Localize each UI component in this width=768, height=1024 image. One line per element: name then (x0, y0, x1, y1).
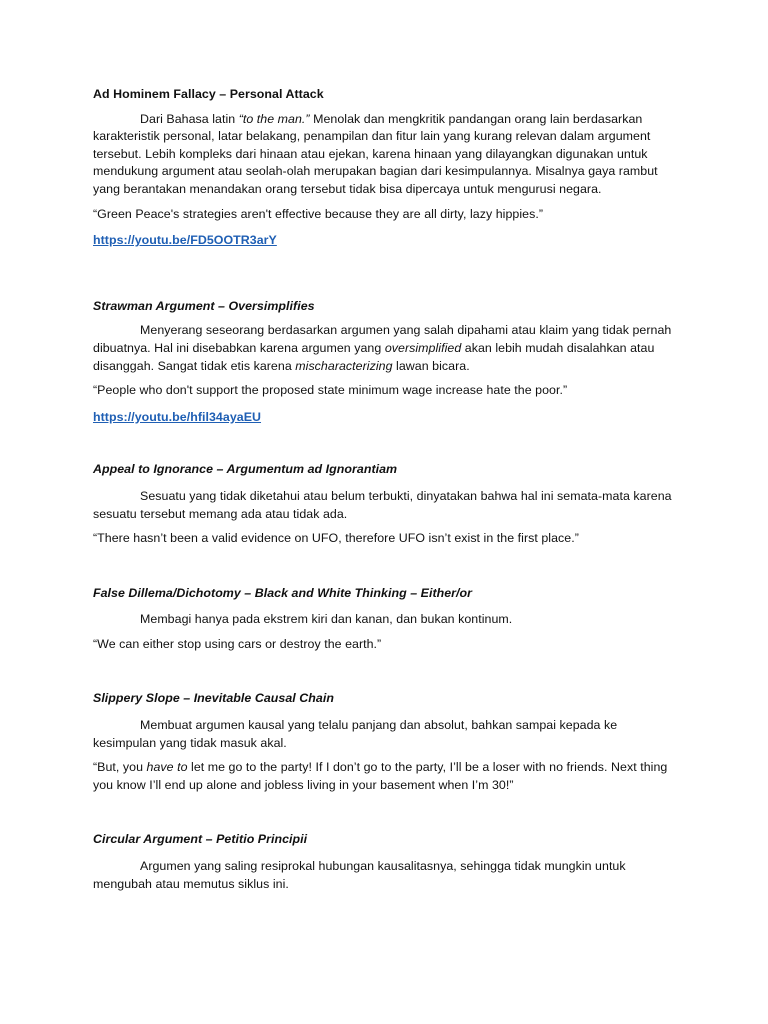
strawman-body-mischaracterizing: mischaracterizing (295, 358, 393, 373)
slippery-quote-prefix: “But, you (93, 760, 147, 775)
adhominem-quote: “Green Peace's strategies aren't effective because they are all dirty, lazy hippies.” (93, 206, 543, 221)
dilemma-quote: “We can either stop using cars or destroy the earth.” (93, 636, 382, 651)
strawman-body-prefix: Menyerang seseorang berdasarkan argumen yang salah dipahami atau klaim yang tidak pernah dibuatnya. Hal ini disebabkan karena argumen yang (93, 323, 672, 355)
adhominem-paragraph (93, 111, 683, 199)
ignorance-quote: “There hasn’t been a valid evidence on UFO, therefore UFO isn’t exist in the first place.” (93, 531, 579, 546)
strawman-body-suffix: lawan bicara. (392, 358, 470, 373)
strawman-body-oversimplified: oversimplified (384, 340, 462, 355)
slippery-paragraph: Membuat argumen kausal yang telalu panjang dan absolut, bahkan sampai kepada ke kesimpulan yang tidak masuk akal. (93, 718, 618, 750)
slippery-heading: Slippery Slope – Inevitable Causal Chain (93, 691, 334, 706)
dilemma-heading: False Dillema/Dichotomy – Black and White Thinking – Either/or (93, 585, 473, 600)
strawman-quote: “People who don't support the proposed state minimum wage increase hate the poor.” (93, 383, 568, 398)
strawman-heading: Strawman Argument – Oversimplifies (93, 298, 315, 313)
circular-heading: Circular Argument – Petitio Principii (93, 832, 308, 847)
slippery-quote-emphasis: have to (146, 760, 188, 775)
strawman-paragraph (93, 322, 683, 375)
dilemma-paragraph: Membagi hanya pada ekstrem kiri dan kanan, dan bukan kontinum. (140, 612, 513, 627)
document-page (93, 86, 683, 893)
strawman-video-link[interactable]: https://youtu.be/hfil34ayaEU (93, 409, 262, 424)
strawman-body-middle: akan lebih mudah disalahkan atau disanggah. Sangat tidak etis karena (93, 340, 655, 373)
adhominem-body-prefix: Dari Bahasa latin (140, 111, 239, 126)
adhominem-body-suffix: Menolak dan mengkritik pandangan orang lain berdasarkan karakteristik personal, latar belakang, penampilan dan fitur lain yang kurang relevan dalam argument tersebut. Lebih kompleks dari hinaan atau ejekan, karena hinaan yang dilayangkan digunakan untuk mendukung argument atau seolah-olah merupakan bagian dari kesimpulannya. Misalnya gaya rambut yang berantakan menandakan orang tersebut tidak bisa dipercaya untuk mengurusi negara. (93, 111, 658, 196)
ignorance-paragraph: Sesuatu yang tidak diketahui atau belum terbukti, dinyatakan bahwa hal ini semata-mata karena sesuatu tersebut memang ada atau tidak ada. (93, 488, 672, 521)
adhominem-video-link[interactable]: https://youtu.be/FD5OOTR3arY (93, 233, 277, 248)
ignorance-heading: Appeal to Ignorance – Argumentum ad Ignorantiam (93, 462, 398, 477)
slippery-quote (93, 759, 683, 794)
circular-paragraph: Argumen yang saling resiprokal hubungan kausalitasnya, sehingga tidak mungkin untuk mengubah atau memutus siklus ini. (93, 859, 626, 891)
slippery-quote-suffix: let me go to the party! If I don’t go to the party, I’ll be a loser with no friends. Next thing you know I’ll end up alone and jobless living in your basement when I’m 30!” (93, 760, 668, 792)
adhominem-body-latin: “to the man.” (238, 111, 310, 126)
adhominem-heading: Ad Hominem Fallacy – Personal Attack (93, 87, 324, 101)
